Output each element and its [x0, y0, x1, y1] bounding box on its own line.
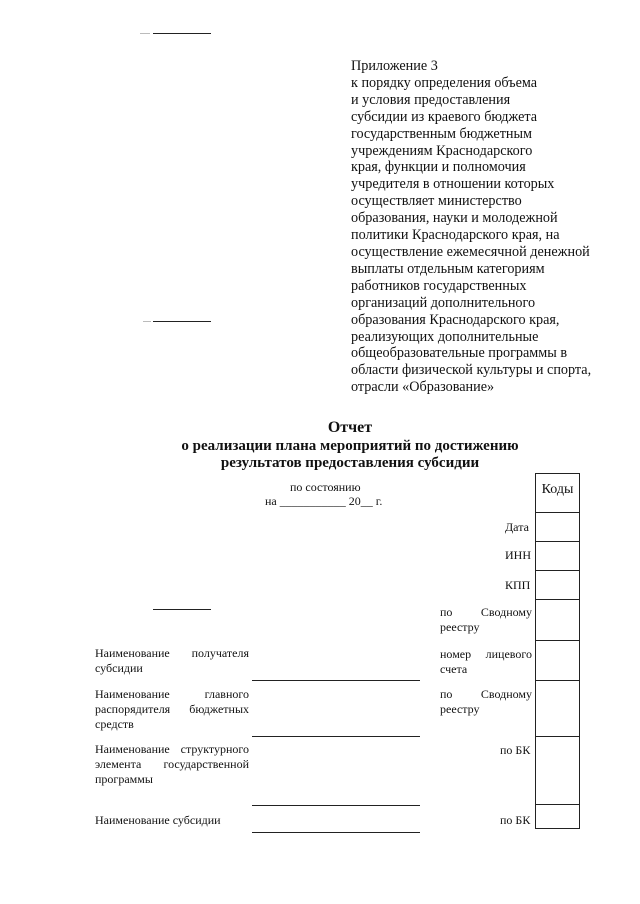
- code-cell-registry-2[interactable]: [536, 680, 579, 736]
- recipient-input-line[interactable]: [252, 680, 420, 681]
- appendix-line: образования, науки и молодежной: [351, 210, 558, 227]
- appendix-line: учреждениям Краснодарского: [351, 142, 533, 159]
- margin-mark-dash: [143, 321, 151, 322]
- manager-input-line[interactable]: [252, 736, 420, 737]
- subsidy-label: Наименование субсидии: [95, 813, 221, 827]
- appendix-line: осуществление ежемесячной денежной: [351, 243, 590, 260]
- appendix-line: края, функции и полномочия: [351, 159, 526, 176]
- appendix-line: осуществляет министерство: [351, 193, 522, 210]
- manager-label: Наименование главного распорядителя бюджетных средств: [95, 687, 249, 731]
- bk-label-2: по БК: [500, 813, 531, 827]
- year-text: 20__ г.: [348, 494, 383, 508]
- margin-mark-line: [153, 33, 211, 34]
- code-cell-date[interactable]: [536, 512, 579, 541]
- registry-label-2: по Сводному реестру: [440, 687, 532, 716]
- registry-label: по Сводному реестру: [440, 605, 532, 634]
- report-title: Отчет: [327, 419, 373, 436]
- appendix-line: области физической культуры и спорта,: [351, 362, 592, 379]
- appendix-line: реализующих дополнительные: [351, 328, 539, 345]
- codes-table: [535, 473, 580, 829]
- program-element-label: Наименование структурного элемента государственной программы: [95, 742, 249, 786]
- appendix-line: общеобразовательные программы в: [351, 345, 568, 362]
- date-prefix: на: [265, 494, 277, 508]
- margin-mark-dash: [140, 33, 150, 34]
- code-cell-bk-2[interactable]: [536, 804, 579, 828]
- date-line: [265, 494, 382, 509]
- appendix-block: [351, 58, 626, 396]
- appendix-line: и условия предоставления: [351, 91, 511, 108]
- margin-mark-line: [153, 609, 211, 610]
- bk-label: по БК: [500, 743, 531, 757]
- appendix-line: субсидии из краевого бюджета: [351, 108, 538, 125]
- subsidy-input-line[interactable]: [252, 832, 420, 833]
- appendix-line: к порядку определения объема: [351, 74, 538, 91]
- appendix-line: работников государственных: [351, 277, 527, 294]
- appendix-line: образования Краснодарского края,: [351, 311, 560, 328]
- appendix-line: Приложение 3: [351, 58, 438, 74]
- inn-label: ИНН: [505, 548, 531, 562]
- codes-header: Коды: [541, 482, 574, 497]
- account-label: номер лицевого счета: [440, 647, 532, 676]
- date-blank[interactable]: ___________: [279, 494, 346, 508]
- recipient-label: Наименование получателя субсидии: [95, 646, 249, 675]
- appendix-line: политики Краснодарского края, на: [351, 227, 560, 244]
- code-cell-registry[interactable]: [536, 599, 579, 640]
- appendix-line: государственным бюджетным: [351, 125, 533, 142]
- code-cell-bk[interactable]: [536, 736, 579, 804]
- program-element-input-line[interactable]: [252, 805, 420, 806]
- report-subtitle: о реализации плана мероприятий по достижению: [181, 438, 519, 454]
- appendix-line: организаций дополнительного: [351, 294, 536, 311]
- date-label: Дата: [505, 520, 529, 534]
- appendix-line: отрасли «Образование»: [351, 379, 495, 396]
- margin-mark-line: [153, 321, 211, 322]
- code-cell-kpp[interactable]: [536, 570, 579, 599]
- kpp-label: КПП: [505, 578, 531, 592]
- code-cell-account[interactable]: [536, 640, 579, 680]
- code-cell-inn[interactable]: [536, 541, 579, 570]
- appendix-line: учредителя в отношении которых: [351, 176, 555, 193]
- state-label: по состоянию: [290, 480, 361, 494]
- appendix-line: выплаты отдельным категориям: [351, 260, 545, 277]
- report-subtitle: результатов предоставления субсидии: [220, 455, 480, 471]
